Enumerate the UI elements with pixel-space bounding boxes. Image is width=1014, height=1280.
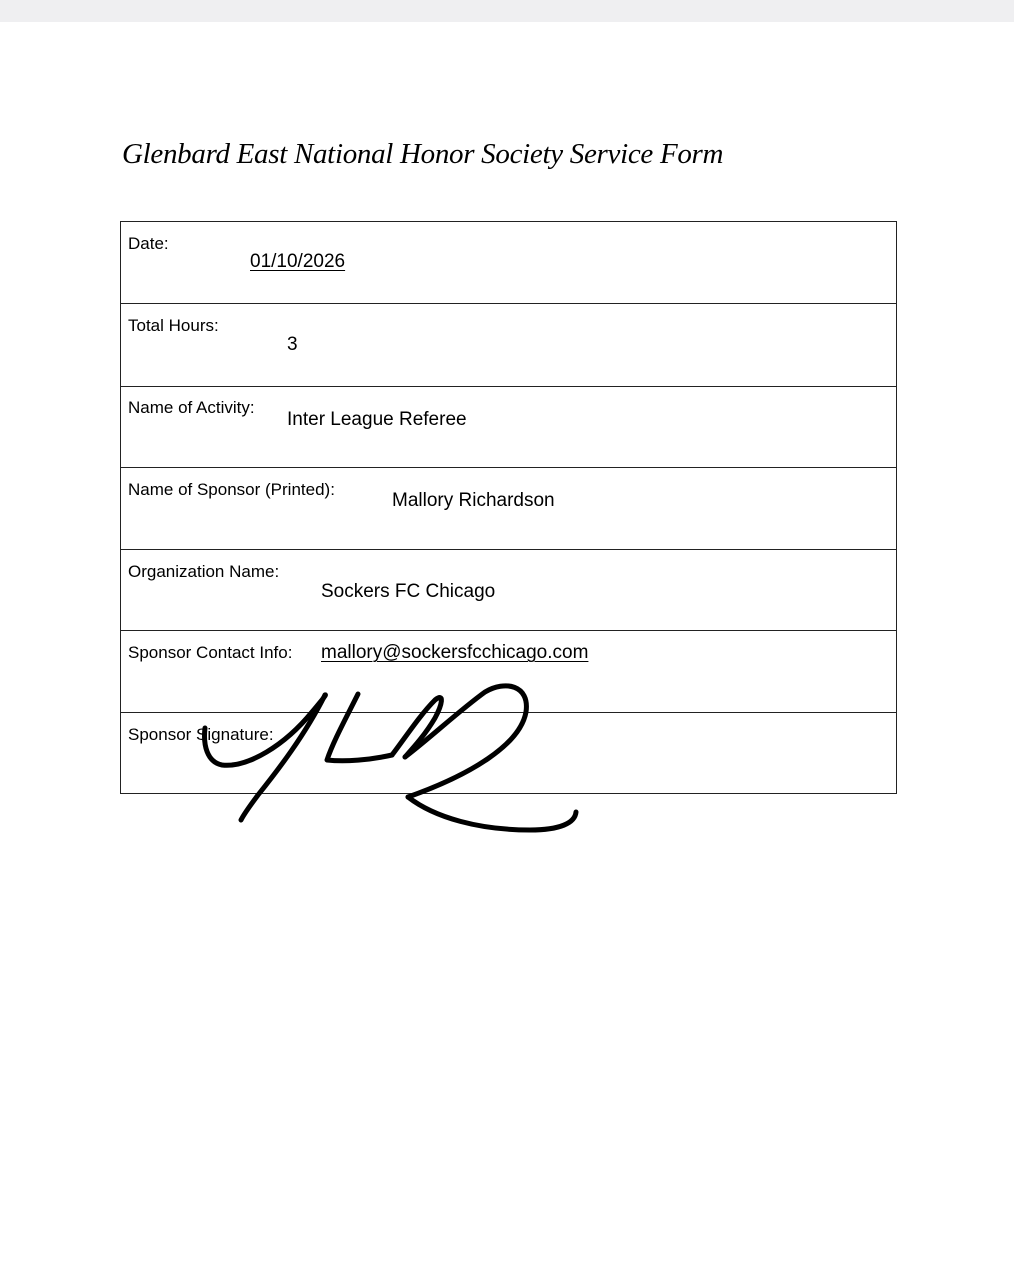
contact-value[interactable]: mallory@sockersfcchicago.com <box>321 642 589 663</box>
date-value[interactable]: 01/10/2026 <box>250 251 346 272</box>
organization-row <box>121 550 896 631</box>
total-hours-label: Total Hours: <box>128 316 219 335</box>
date-label: Date: <box>128 234 169 253</box>
date-row <box>121 222 896 304</box>
sponsor-name-label: Name of Sponsor (Printed): <box>128 480 335 499</box>
contact-row <box>121 631 896 713</box>
form-title: Glenbard East National Honor Society Service Form <box>122 138 724 170</box>
service-form-table <box>120 221 897 794</box>
total-hours-row <box>121 304 896 387</box>
organization-value[interactable]: Sockers FC Chicago <box>321 581 496 602</box>
organization-label: Organization Name: <box>128 562 280 581</box>
total-hours-value[interactable]: 3 <box>287 334 298 355</box>
activity-label: Name of Activity: <box>128 398 255 417</box>
contact-label: Sponsor Contact Info: <box>128 643 293 662</box>
signature-row <box>121 713 896 793</box>
viewer-top-bar <box>0 0 1014 22</box>
signature-label: Sponsor Signature: <box>128 725 274 744</box>
sponsor-name-value[interactable]: Mallory Richardson <box>392 490 555 511</box>
activity-row <box>121 387 896 468</box>
sponsor-name-row <box>121 468 896 550</box>
activity-value[interactable]: Inter League Referee <box>287 409 467 430</box>
